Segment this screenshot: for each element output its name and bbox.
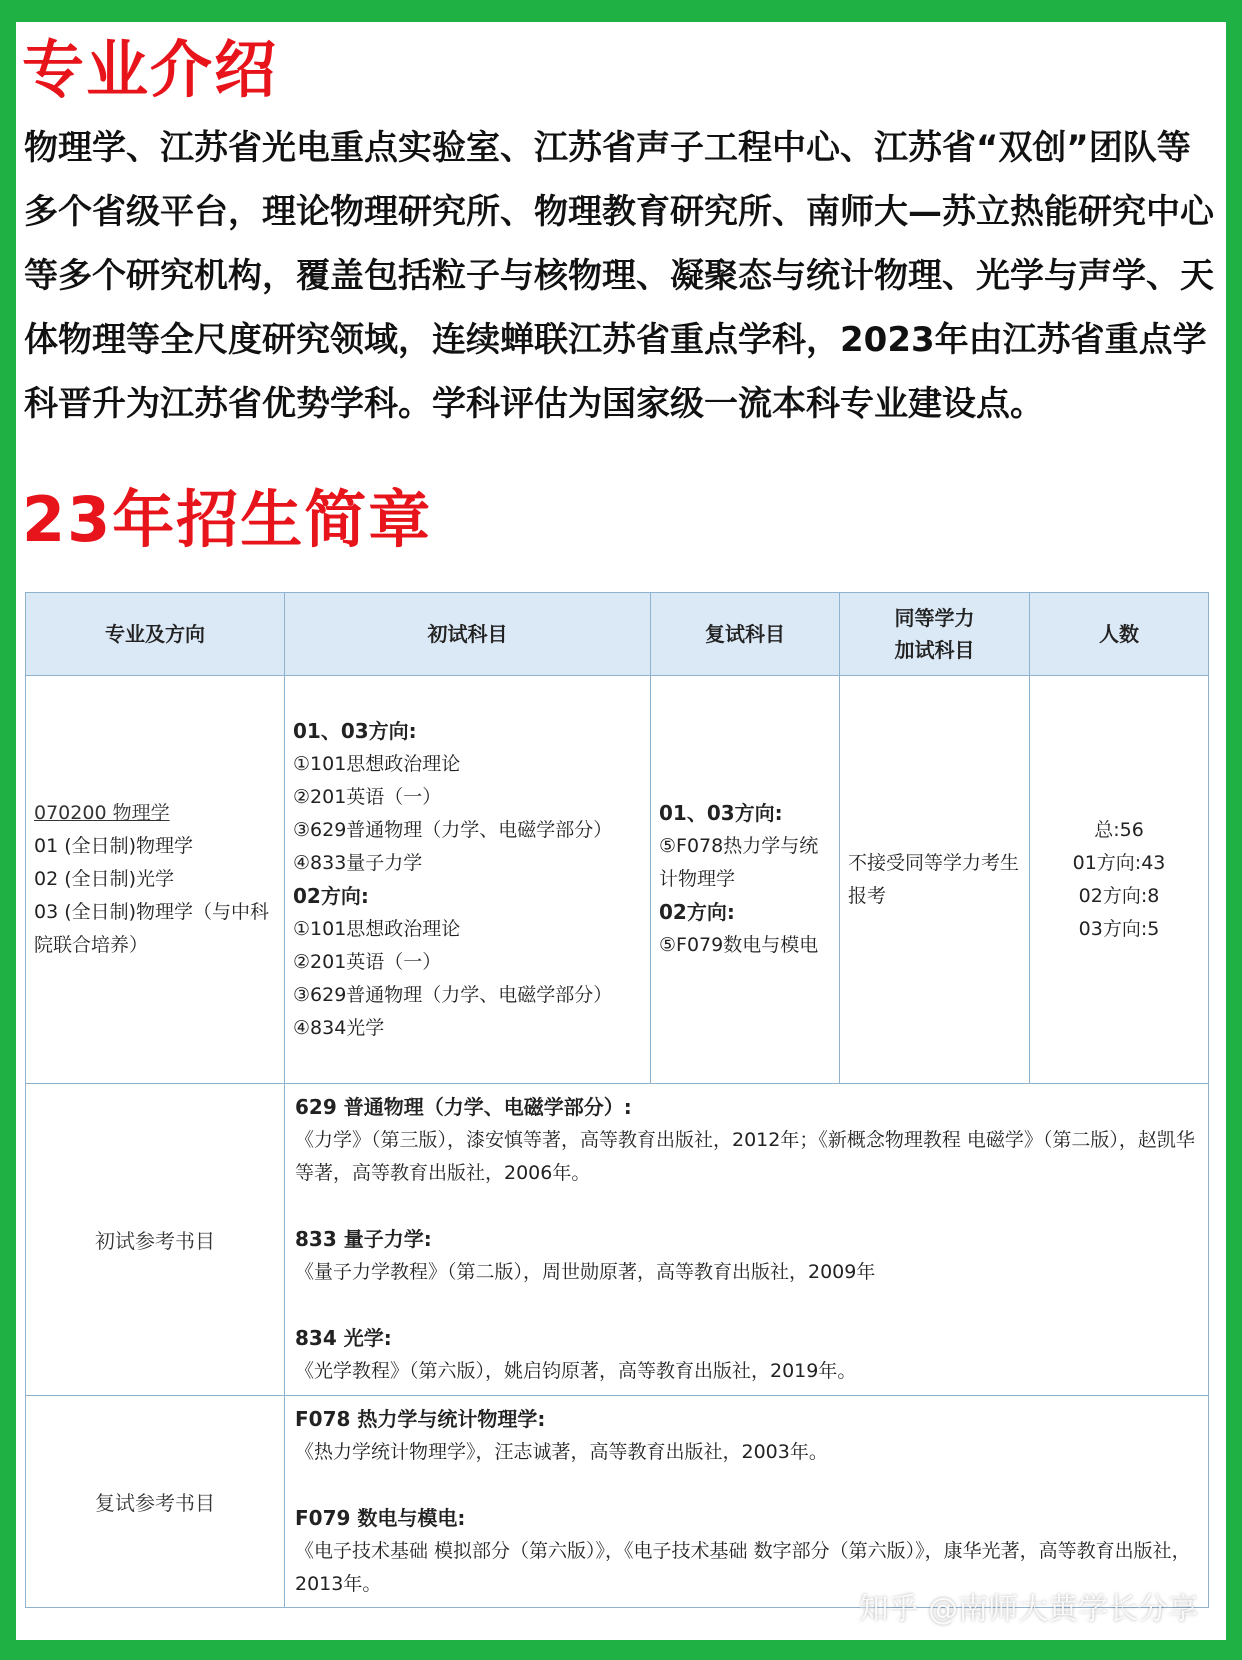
retest-group2-title: 02方向: [659,900,735,924]
table-header-row [26,593,1209,676]
retest-ref-title: F078 热力学与统计物理学: [295,1406,546,1431]
initial-group2-title: 02方向: [293,883,369,908]
header-equiv [840,593,1030,676]
initial-ref-title: 834 光学: [295,1326,392,1350]
initial-ref-label: 初试参考书目 [26,1084,285,1396]
initial-g2-item: ④834光学 [293,1016,385,1039]
header-retest: 复试科目 [651,593,840,676]
major-dir-1: 01 (全日制)物理学 [34,835,194,857]
watermark: 知乎 @南师大黄学长分享 [858,1592,1198,1627]
header-major: 专业及方向 [26,593,285,676]
initial-g1-item: ①101思想政治理论 [293,752,461,775]
major-code-link[interactable]: 070200 物理学 [34,802,170,824]
initial-g1-item: ③629普通物理（力学、电磁学部分） [293,818,613,841]
table-row-retest-ref [26,1396,1209,1608]
retest-ref-book: 《电子技术基础 模拟部分（第六版）》，《电子技术基础 数字部分（第六版）》，康华光著，高等教育出版社，2013年。 [295,1539,1191,1595]
section-title-admission: 23年招生简章 [22,483,433,556]
initial-ref-book: 《光学教程》（第六版），姚启钧原著，高等教育出版社，2019年。 [295,1360,857,1382]
count-cell [1030,676,1209,1084]
initial-group1-title: 01、03方向: [293,718,417,743]
major-cell [26,676,285,1084]
initial-g2-item: ②201英语（一） [293,950,442,973]
table-row-initial-ref [26,1084,1209,1396]
retest-ref-cell [285,1396,1209,1608]
header-count: 人数 [1030,593,1209,676]
table-row-major [26,676,1209,1084]
retest-ref-title: F079 数电与模电: [295,1505,466,1530]
section-title-intro: 专业介绍 [22,33,279,106]
intro-paragraph: 物理学、江苏省光电重点实验室、江苏省声子工程中心、江苏省“双创”团队等多个省级平台，理论物理研究所、物理教育研究所、南师大—苏立热能研究中心等多个研究机构，覆盖包括粒子与核物理、凝聚态与统计物理、光学与声学、天体物理等全尺度研究领域，连续蝉联江苏省重点学科，2023年由江苏省重点学科晋升为江苏省优势学科。学科评估为国家级一流本科专业建设点。 [24,128,1214,424]
header-initial: 初试科目 [285,593,651,676]
count-total: 总:56 [1094,818,1144,841]
initial-g2-item: ①101思想政治理论 [293,917,461,940]
major-dir-2: 02 (全日制)光学 [34,868,175,890]
retest-group1-title: 01、03方向: [659,801,783,825]
retest-g1-item: ⑤F078热力学与统计物理学 [659,835,819,890]
admission-table [25,592,1209,1608]
retest-ref-book: 《热力学统计物理学》，汪志诚著，高等教育出版社，2003年。 [295,1440,828,1463]
initial-ref-book: 《力学》（第三版），漆安慎等著，高等教育出版社，2012年；《新概念物理教程 电磁学》（第二版），赵凯华等著，高等教育出版社，2006年。 [295,1129,1195,1184]
initial-ref-book: 《量子力学教程》（第二版），周世勋原著，高等教育出版社，2009年 [295,1261,876,1283]
header-equiv-line1: 同等学力 [894,606,975,630]
initial-ref-cell [285,1084,1209,1396]
retest-subjects-cell [651,676,840,1084]
initial-subjects-cell [285,676,651,1084]
count-dir-2: 02方向:8 [1078,884,1160,907]
count-dir-1: 01方向:43 [1072,851,1166,874]
retest-ref-label: 复试参考书目 [26,1396,285,1608]
header-equiv-line2: 加试科目 [894,638,975,662]
major-dir-3: 03 (全日制)物理学（与中科院联合培养） [34,901,270,956]
initial-g2-item: ③629普通物理（力学、电磁学部分） [293,983,613,1006]
equiv-cell: 不接受同等学力考生报考 [840,676,1030,1084]
count-dir-3: 03方向:5 [1078,917,1160,940]
retest-g2-item: ⑤F079数电与模电 [659,934,819,956]
initial-g1-item: ②201英语（一） [293,785,442,808]
initial-ref-title: 833 量子力学: [295,1227,432,1251]
content-card [16,22,1226,1640]
initial-ref-title: 629 普通物理（力学、电磁学部分）: [295,1095,632,1119]
initial-g1-item: ④833量子力学 [293,851,423,874]
